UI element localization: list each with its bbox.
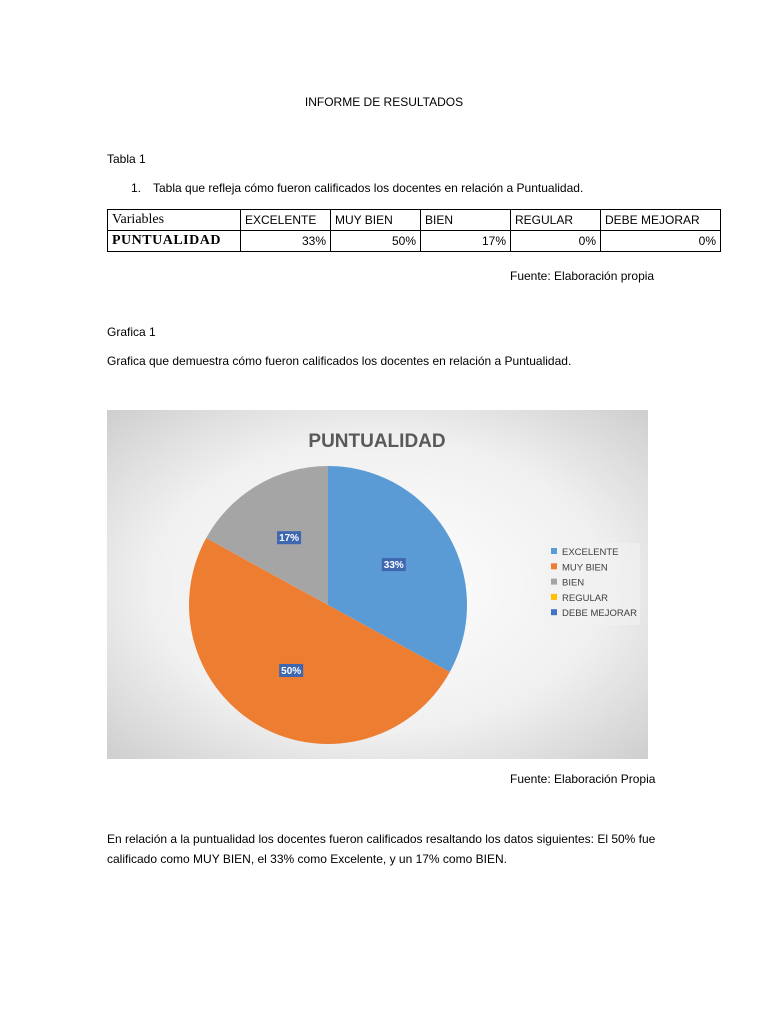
header-regular: REGULAR	[511, 210, 601, 231]
legend-swatch-muy-bien	[551, 563, 557, 569]
pie-chart	[107, 410, 648, 759]
legend-label-regular: REGULAR	[562, 592, 608, 604]
cell-excelente: 33%	[241, 231, 331, 252]
header-excelente: EXCELENTE	[241, 210, 331, 231]
cell-debe-mejorar: 0%	[601, 231, 721, 252]
document-title: INFORME DE RESULTADOS	[304, 95, 464, 109]
legend-label-bien: BIEN	[562, 577, 585, 589]
chart-description: Grafica que demuestra cómo fueron calificados los docentes en relación a Puntualidad.	[107, 354, 572, 368]
cell-regular: 0%	[511, 231, 601, 252]
table-source: Fuente: Elaboración propia	[510, 269, 655, 283]
header-debe-mejorar: DEBE MEJORAR	[601, 210, 721, 231]
results-table	[107, 209, 721, 252]
table-header-row	[108, 210, 721, 231]
table-description-number: 1.	[131, 181, 142, 195]
cell-variable-name: PUNTUALIDAD	[108, 231, 241, 252]
table-description: Tabla que refleja cómo fueron calificados los docentes en relación a Puntualidad.	[153, 181, 584, 195]
cell-bien: 17%	[421, 231, 511, 252]
legend-label-debe-mejorar: DEBE MEJORAR	[562, 608, 637, 620]
legend-swatch-bien	[551, 579, 557, 585]
data-label-bien: 17%	[279, 533, 300, 545]
chart-source: Fuente: Elaboración Propia	[510, 772, 656, 786]
pie-slices	[189, 466, 467, 744]
header-variables: Variables	[108, 210, 241, 231]
conclusion-paragraph: En relación a la puntualidad los docentes fueron calificados resaltando los datos siguientes: El 50% fue calificado como MUY BIEN, el 33% como Excelente, y un 17% como BIEN.	[107, 832, 656, 866]
chart-title: PUNTUALIDAD	[308, 431, 446, 452]
legend-label-muy-bien: MUY BIEN	[562, 562, 608, 574]
legend-swatch-regular	[551, 594, 557, 600]
legend-label-excelente: EXCELENTE	[562, 547, 619, 558]
table-caption: Tabla 1	[107, 152, 146, 166]
table-row	[108, 231, 721, 252]
cell-muy-bien: 50%	[331, 231, 421, 252]
chart-caption: Grafica 1	[107, 325, 156, 339]
legend-swatch-debe-mejorar	[551, 609, 557, 615]
legend-swatch-excelente	[551, 548, 557, 554]
header-bien: BIEN	[421, 210, 511, 231]
data-label-excelente: 33%	[383, 560, 404, 572]
data-label-muy-bien: 50%	[281, 665, 302, 677]
header-muy-bien: MUY BIEN	[331, 210, 421, 231]
